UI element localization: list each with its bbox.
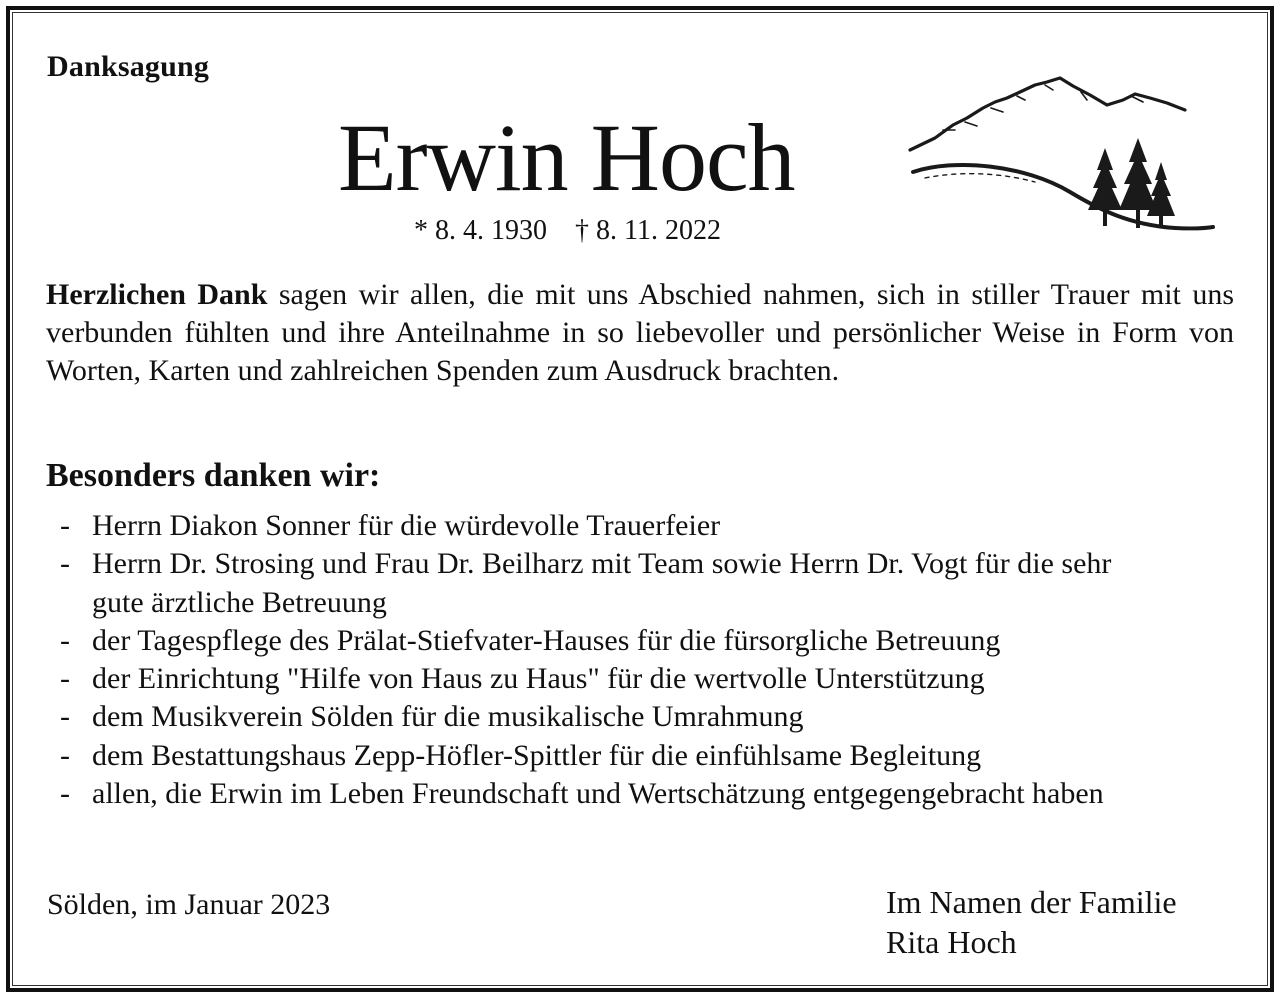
deceased-name: Erwin Hoch bbox=[338, 104, 795, 211]
list-bullet: - bbox=[60, 662, 70, 696]
list-bullet: - bbox=[60, 700, 70, 734]
list-bullet: - bbox=[60, 738, 70, 772]
list-item: - Herrn Dr. Strosing und Frau Dr. Beilharz mit Team sowie Herrn Dr. Vogt für die sehr gute ärztliche Betreuung bbox=[60, 547, 1112, 619]
list-bullet: - bbox=[60, 509, 70, 542]
birth-date: * 8. 4. 1930 bbox=[414, 215, 547, 246]
notice-heading: Danksagung bbox=[47, 50, 210, 83]
signature-line-name: Rita Hoch bbox=[886, 924, 1017, 960]
list-item: - dem Bestattungshaus Zepp-Höfler-Spittler für die einfühlsame Begleitung bbox=[60, 737, 1220, 775]
special-thanks-list bbox=[60, 507, 1220, 813]
thanks-text: sagen wir allen, die mit uns Abschied nahmen, sich in stiller Trauer mit uns verbunden fühlten und ihre Anteilnahme in so liebevoller und persönlicher Weise in Form von Worten, Karten und zahlreichen Spenden zum Ausdruck brachten. bbox=[46, 278, 1234, 387]
list-item: - dem Musikverein Sölden für die musikalische Umrahmung bbox=[60, 698, 1220, 736]
thanks-paragraph bbox=[46, 276, 1234, 390]
death-date: † 8. 11. 2022 bbox=[575, 215, 721, 246]
list-item: - der Einrichtung "Hilfe von Haus zu Haus" für die wertvolle Unterstützung bbox=[60, 660, 1220, 698]
signature-line-family: Im Namen der Familie bbox=[886, 884, 1177, 920]
list-item: - allen, die Erwin im Leben Freundschaft und Wertschätzung entgegengebracht haben bbox=[60, 775, 1190, 813]
list-bullet: - bbox=[60, 623, 70, 657]
place-date: Sölden, im Januar 2023 bbox=[47, 888, 331, 921]
signature-block bbox=[886, 882, 1177, 962]
list-item: - Herrn Diakon Sonner für die würdevolle Trauerfeier bbox=[60, 507, 1220, 545]
list-item: - der Tagespflege des Prälat-Stiefvater-Hauses für die fürsorgliche Betreuung bbox=[60, 622, 1220, 660]
thanks-lead: Herzlichen Dank bbox=[46, 278, 268, 311]
list-bullet: - bbox=[60, 547, 70, 581]
list-bullet: - bbox=[60, 777, 70, 811]
mountain-trees-icon bbox=[895, 30, 1240, 255]
special-thanks-heading: Besonders danken wir: bbox=[46, 457, 381, 494]
life-dates bbox=[414, 215, 721, 247]
